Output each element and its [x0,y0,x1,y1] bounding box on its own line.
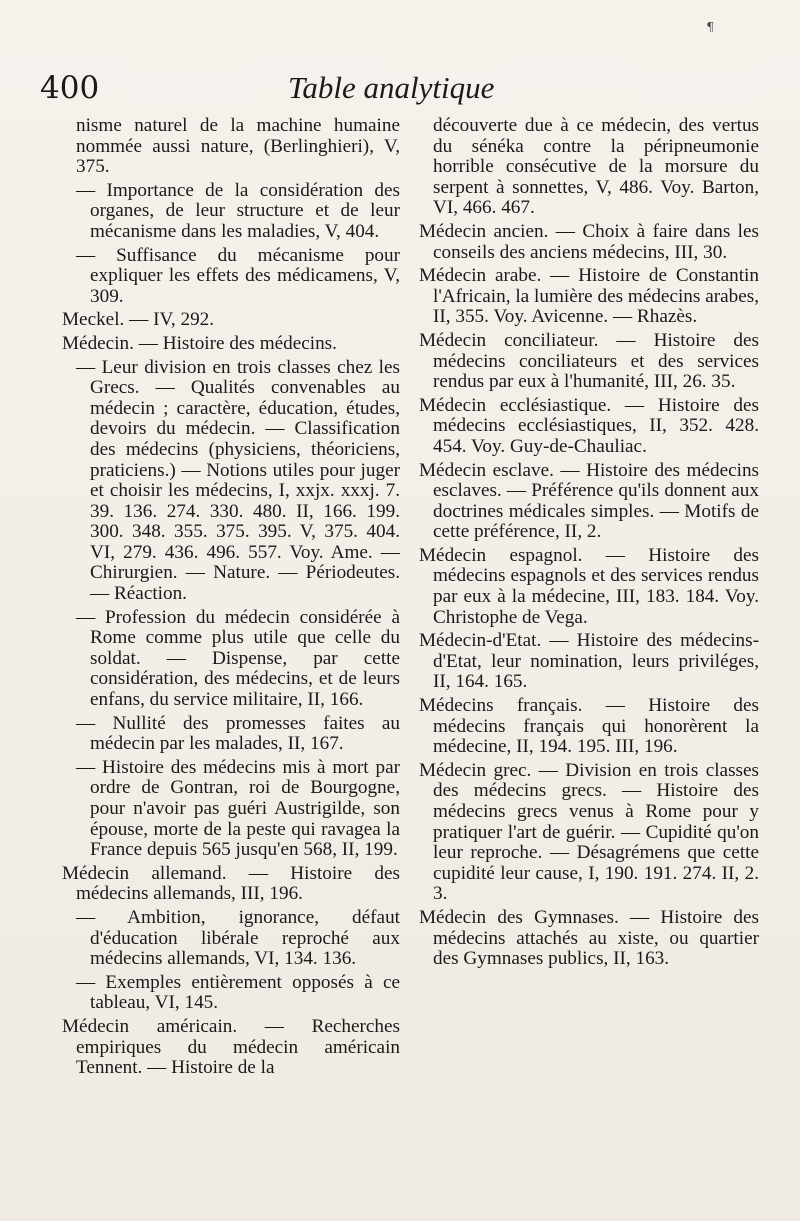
index-entry: Meckel. — IV, 292. [62,309,215,331]
index-entry: Médecin ancien. — Choix à faire dans les conseils des anciens médecins, III, 30. [419,220,759,263]
running-title: Table analytique [288,70,495,105]
index-entry: nisme naturel de la machine humaine nommée aussi nature, (Berlinghieri), V, 375. [76,115,400,178]
index-entry: — Nullité des promesses faites au médecin par les malades, II, 167. [76,712,400,755]
page-number: 400 [40,70,100,106]
index-entry: — Ambition, ignorance, défaut d'éducation libérale reproché aux médecins allemands, VI, 134. 136. [76,906,400,970]
index-entry: — Leur division en trois classes chez les Grecs. — Qualités convenables au médecin ; caractère, éducation, études, devoirs du médecin. — Classification des médecins (physiciens, théoriciens, praticiens.) — Notions utiles pour juger et choisir les médecins, I, xxjx. xxxj. 7. 39. 136. 274. 330. 480. II, 166. 199. 300. 348. 355. 375. 395. V, 375. 404. VI, 279. 436. 496. 557. Voy. Ame. — Chirurgien. — Nature. — Périodeutes. — Réaction. [76,356,400,605]
index-entry: — Exemples entièrement opposés à ce tableau, VI, 145. [76,971,400,1014]
index-entry: Médecin grec. — Division en trois classes des médecins grecs. — Histoire des médecins grecs venus à Rome pour y pratiquer l'art de guérir. — Cupidité qu'on leur reproche. — Désagrémens que cette cupidité leur cause, I, 190. 191. 274. II, 2. 3. [419,759,759,905]
index-entry: Médecins français. — Histoire des médecins français qui honorèrent la médecine, II, 194. 195. III, 196. [419,695,759,758]
index-entry: — Histoire des médecins mis à mort par ordre de Gontran, roi de Bourgogne, pour n'avoir pas guéri Austrigilde, son épouse, morte de la peste qui ravagea la France depuis 565 jusqu'en 568, II, 199. [76,756,400,861]
index-entry: — Profession du médecin considérée à Rome comme plus utile que celle du soldat. — Dispense, par cette considération, des médecins, et de leurs enfans, du service militaire, II, 166. [76,606,400,711]
index-entry: Médecin ecclésiastique. — Histoire des médecins ecclésiastiques, II, 352. 428. 454. Voy. Guy-de-Chauliac. [419,394,759,457]
index-entry: découverte due à ce médecin, des vertus du sénéka contre la péripneumonie horrible consécutive de la morsure du serpent à sonnettes, V, 486. Voy. Barton, VI, 466. 467. [433,115,759,219]
index-entry: Médecin arabe. — Histoire de Constantin l'Africain, la lumière des médecins arabes, II, 355. Voy. Avicenne. — Rhazès. [419,265,759,328]
corner-mark: ¶ [706,20,714,34]
index-entry: Médecin des Gymnases. — Histoire des médecins attachés au xiste, ou quartier des Gymnases publics, II, 163. [419,906,759,970]
index-entry: — Importance de la considération des organes, de leur structure et de leur mécanisme dans les maladies, V, 404. [76,179,400,242]
right-column [419,116,759,973]
page-header [40,70,760,118]
index-entry: Médecin espagnol. — Histoire des médecins espagnols et des services rendus par eux à la médecine, III, 183. 184. Voy. Christophe de Vega. [419,544,759,628]
index-entry: — Suffisance du mécanisme pour expliquer les effets des médicamens, V, 309. [76,244,400,307]
index-entry: Médecin conciliateur. — Histoire des médecins conciliateurs et des services rendus par eux à l'humanité, III, 26. 35. [419,329,759,393]
left-column [62,116,400,1082]
index-entry: Médecin américain. — Recherches empiriques du médecin américain Tennent. — Histoire de la [62,1015,400,1079]
index-entry: Médecin. — Histoire des médecins. [62,332,337,354]
index-entry: Médecin-d'Etat. — Histoire des médecins-d'Etat, leur nomination, leurs priviléges, II, 164. 165. [419,630,759,693]
index-entry: Médecin allemand. — Histoire des médecins allemands, III, 196. [62,862,400,905]
index-entry: Médecin esclave. — Histoire des médecins esclaves. — Préférence qu'ils donnent aux doctrines médicales simples. — Motifs de cette préférence, II, 2. [419,459,759,543]
